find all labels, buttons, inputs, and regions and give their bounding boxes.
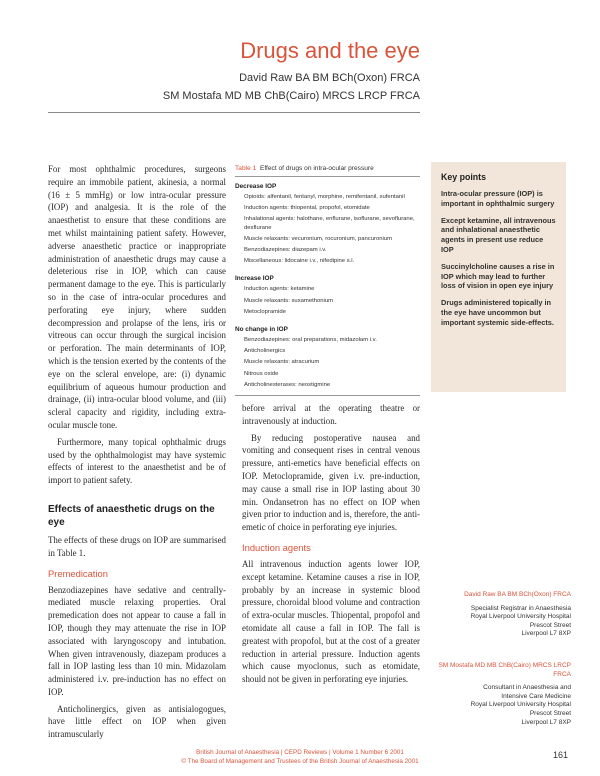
table-row: Anticholinergics [244, 348, 286, 355]
affiliation-line: Liverpool L7 8XP [521, 718, 571, 726]
table-row: Induction agents: thiopental, propofol, etomidate [244, 205, 370, 212]
affiliation-line: Intensive Care Medicine [501, 692, 571, 700]
author-affiliation-raw [431, 591, 571, 639]
intro-paragraph: For most ophthalmic procedures, surgeons require an immobile patient, akinesia, a normal (16 ± 5 mmHg) or low intra-ocular pressure (IOP) and analgesia. It is the role of the anaesthetist to ensure that these conditions are met whilst maintaining patient safety. However, adverse anaesthetic practice or inappropriate administration of anaesthetic drugs may cause a deleterious rise in IOP, which can cause permanent damage to the eye. This is particularly so in the case of intra-ocular procedures and perforating eye injury, where sudden decompression and prolapse of the lens, iris or vitreous can occur through the surgical incision or perforation. The main determinants of IOP, which is the tension exerted by the contents of the eye on the scleral envelope, are: (i) dynamic equilibrium of aqueous humour production and drainage, (ii) intra-ocular blood volume, and (iii) scleral capacity and rigidity, including extra-ocular muscle tone. [48, 164, 226, 430]
table-group-increase [235, 275, 420, 316]
page-number: 161 [552, 750, 568, 760]
key-point: Succinylcholine causes a rise in IOP which may lead to further loss of vision in open eye injury [441, 261, 555, 291]
antiemetics-paragraph: By reducing postoperative nausea and vomiting and consequent rises in central venous pressure, anti-emetics have beneficial effects on IOP. Metoclopramide, given i.v. pre-induction, may cause a small rise in IOP lasting about 30 min. Ondansetron has no effect on IOP when given prior to induction and is, therefore, the anti-emetic of choice in perforating eye injuries. [242, 432, 420, 533]
table-bottom-rule [235, 395, 420, 396]
left-column [48, 163, 226, 745]
affiliation-name: David Raw BA BM BCh(Oxon) FRCA [464, 591, 571, 598]
key-point: Intra-ocular pressure (IOP) is important in ophthalmic surgery [441, 189, 555, 208]
induction-heading: Induction agents [242, 541, 311, 553]
affiliation-line: Consultant in Anaesthesia and [483, 684, 571, 692]
footer-copyright: © The Board of Management and Trustees of the British Journal of Anaesthesia 2001 [181, 758, 419, 765]
affiliation-line: Prescot Street [529, 709, 571, 717]
table-caption [235, 162, 420, 177]
table-row: Metoclopramide [244, 308, 286, 315]
table-row: Anticholinesterases: neostigmine [244, 381, 331, 388]
key-points-heading: Key points [441, 172, 486, 182]
key-point: Except ketamine, all intravenous and inhalational anaesthetic agents in present use reduce IOP [441, 215, 556, 254]
author-line-raw: David Raw BA BM BCh(Oxon) FRCA [239, 72, 420, 84]
table-row: Benzodiazepines: oral preparations, midazolam i.v. [244, 337, 377, 344]
table-caption-text: Effect of drugs on intra-ocular pressure [259, 165, 374, 172]
table-group-heading: Decrease IOP [235, 183, 277, 190]
effects-paragraph: The effects of these drugs on IOP are summarised in Table 1. [48, 534, 226, 558]
table-group-heading: Increase IOP [235, 275, 274, 283]
footer-journal: British Journal of Anaesthesia | CEPD Reviews | Volume 1 Number 6 2001 [196, 749, 404, 756]
affiliation-line: Liverpool L7 8XP [521, 630, 571, 638]
key-point: Drugs administered topically in the eye have uncommon but important systemic side-effects. [441, 298, 554, 327]
table-row: Muscle relaxants: atracurium [244, 359, 320, 366]
table-1 [235, 162, 420, 396]
affiliation-line: Prescot Street [529, 621, 571, 629]
induction-paragraph: All intravenous induction agents lower IOP, except ketamine. Ketamine causes a rise in IOP, probably by an increase in systemic blood pressure, choroidal blood volume and contraction of extra-ocular muscles. Thiopental, propofol and etomidate all cause a fall in IOP. The fall is greatest with propofol, but at the cost of a greater reduction in arterial pressure. Induction agents which cause myoclonus, such as etomidate, should not be given in perforating eye injuries. [242, 558, 420, 685]
table-row: Nitrous oxide [244, 370, 279, 377]
affiliation-line: Royal Liverpool University Hospital [470, 613, 571, 621]
table-row: Opioids: alfentanil, fentanyl, morphine, remifentanil, sufentanil [244, 194, 405, 200]
table-group-decrease [235, 183, 420, 265]
author-line-mostafa: SM Mostafa MD MB ChB(Cairo) MRCS LRCP FRCA [162, 90, 420, 102]
premedication-paragraph: Benzodiazepines have sedative and centrally-mediated muscle relaxing properties. Oral premedication does not appear to cause a fall in IOP, though they may attenuate the rise in IOP associated with laryngoscopy and intubation. When given intravenously, diazepam produces a fall in IOP lasting less than 10 min. Midazolam administered i.v. pre-induction has no effect on IOP. [48, 584, 226, 697]
affiliation-name: SM Mostafa MD MB ChB(Cairo) MRCS LRCP FRCA [438, 662, 571, 678]
table-row: Inhalational agents: halothane, enflurane, isoflurane, sevoflurane, desflurane [244, 216, 415, 231]
anticholinergics-paragraph: Anticholinergics, given as antisialogogues, have little effect on IOP when given intramuscularly [48, 703, 226, 740]
table-row: Muscle relaxants: suxamethonium [244, 297, 334, 304]
premedication-heading: Premedication [48, 567, 108, 579]
middle-column [242, 402, 420, 690]
table-row: Induction agents: ketamine [244, 286, 315, 293]
article-title: Drugs and the eye [240, 38, 420, 63]
table-row: Benzodiazepines: diazepam i.v. [244, 247, 327, 254]
table-label: Table 1 [235, 165, 257, 172]
key-points-box [431, 162, 566, 392]
anticholinergics-continued: before arrival at the operating theatre or intravenously at induction. [242, 403, 420, 426]
effects-heading: Effects of anaesthetic drugs on the eye [48, 503, 215, 528]
affiliation-line: Royal Liverpool University Hospital [470, 701, 571, 709]
table-group-heading: No change in IOP [235, 326, 288, 334]
header-rule [48, 112, 420, 113]
table-row: Muscle relaxants: vecuronium, rocuronium, pancuronium [244, 235, 392, 242]
author-affiliation-mostafa [431, 662, 571, 727]
table-group-no-change [235, 326, 420, 389]
table-row: Miscellaneous: lidocaine i.v., nifedipine s.l. [244, 258, 355, 265]
topical-drugs-paragraph: Furthermore, many topical ophthalmic drugs used by the ophthalmologist may have systemic effects of interest to the anaesthetist and be of import to patient safety. [48, 436, 226, 486]
affiliation-line: Specialist Registrar in Anaesthesia [470, 604, 571, 612]
